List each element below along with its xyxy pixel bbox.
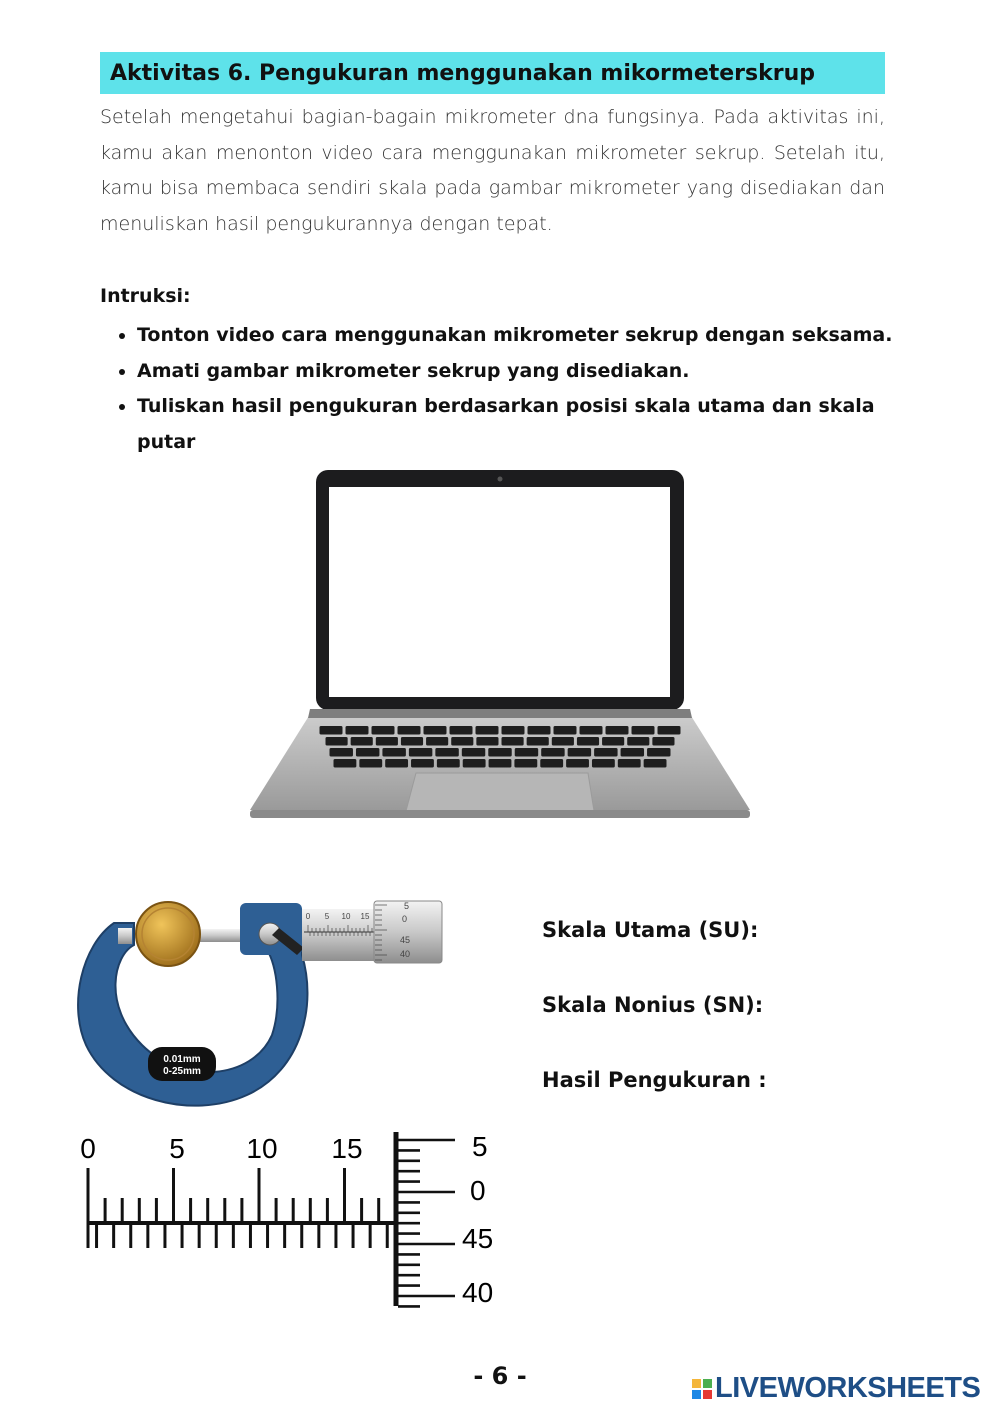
keyboard-key — [658, 726, 681, 735]
skala-utama-label: Skala Utama (SU): — [542, 918, 759, 942]
instruction-item: • Tuliskan hasil pengukuran berdasarkan posisi skala utama dan skala putar — [137, 389, 937, 460]
keyboard-key — [652, 737, 674, 746]
keyboard-key — [568, 748, 591, 757]
activity-title-bar — [100, 52, 885, 94]
liveworksheets-logo[interactable] — [692, 1372, 980, 1405]
intro-paragraph: Setelah mengetahui bagian-bagain mikrometer dna fungsinya. Pada aktivitas ini, kamu akan menonton video cara menggunakan mikrometer sekrup. Setelah itu, kamu bisa membaca sendiri skala pada gambar mikrometer yang disediakan dan menuliskan hasil pengukurannya dengan tepat. — [100, 106, 885, 235]
keyboard-key — [647, 748, 670, 757]
keyboard-key — [346, 726, 369, 735]
keyboard-key — [326, 737, 348, 746]
laptop-hinge — [308, 709, 692, 718]
keyboard-key — [580, 726, 603, 735]
thimble-scale-label: 0 — [470, 1175, 486, 1206]
keyboard-key — [618, 759, 641, 768]
keyboard-key — [435, 748, 458, 757]
main-scale-label: 15 — [331, 1133, 363, 1164]
keyboard-key — [606, 726, 629, 735]
keyboard-key — [426, 737, 448, 746]
keyboard-key — [592, 759, 615, 768]
keyboard-key — [594, 748, 617, 757]
keyboard-key — [372, 726, 395, 735]
thimble-scale-label: 45 — [462, 1223, 494, 1254]
keyboard-key — [462, 748, 485, 757]
keyboard-key — [489, 759, 512, 768]
scale-diagram — [70, 1120, 510, 1310]
hasil-pengukuran-label: Hasil Pengukuran : — [542, 1068, 767, 1092]
keyboard-key — [437, 759, 460, 768]
thimble-scale-label: 5 — [472, 1131, 488, 1162]
video-screen[interactable] — [329, 487, 670, 697]
main-scale-label: 0 — [80, 1133, 96, 1164]
spindle — [200, 929, 244, 942]
sleeve-number: 10 — [341, 912, 351, 921]
thimble-scale-ticks — [398, 1140, 455, 1306]
keyboard-key — [502, 737, 524, 746]
keyboard-key — [602, 737, 624, 746]
keyboard-key — [621, 748, 644, 757]
skala-nonius-label: Skala Nonius (SN): — [542, 993, 764, 1017]
keyboard-key — [376, 737, 398, 746]
keyboard-key — [451, 737, 473, 746]
coin — [136, 902, 200, 966]
keyboard-key — [554, 726, 577, 735]
brand-name: LIVEWORKSHEETS — [715, 1372, 981, 1404]
laptop-base-edge — [250, 810, 750, 818]
thimble-number: 5 — [404, 901, 410, 911]
keyboard-key — [476, 726, 499, 735]
page-number: - 6 - — [473, 1362, 527, 1390]
activity-title: Aktivitas 6. Pengukuran menggunakan mikormeterskrup — [110, 60, 816, 86]
keyboard-key — [359, 759, 382, 768]
keyboard-key — [644, 759, 667, 768]
keyboard-key — [528, 726, 551, 735]
keyboard-key — [627, 737, 649, 746]
sleeve-number: 15 — [360, 912, 370, 921]
sleeve-number: 5 — [324, 912, 330, 921]
keyboard-key — [424, 726, 447, 735]
keyboard-key — [351, 737, 373, 746]
keyboard-key — [541, 748, 564, 757]
laptop-video-player[interactable] — [248, 468, 752, 828]
keyboard-key — [514, 759, 537, 768]
trackpad — [406, 773, 594, 811]
main-scale-label: 5 — [169, 1133, 185, 1164]
keyboard-key — [385, 759, 408, 768]
thimble-number: 0 — [402, 914, 408, 924]
liveworksheets-icon — [692, 1379, 712, 1399]
keyboard-key — [515, 748, 538, 757]
keyboard-key — [577, 737, 599, 746]
thimble-number: 45 — [400, 935, 411, 945]
instructions-heading: Intruksi: — [100, 285, 191, 307]
keyboard-key — [552, 737, 574, 746]
resolution-label: 0.01mm — [163, 1054, 201, 1065]
range-label: 0-25mm — [163, 1066, 201, 1077]
micrometer-photo — [72, 895, 452, 1120]
sleeve-number: 0 — [305, 912, 311, 921]
keyboard-key — [330, 748, 353, 757]
main-scale-label: 10 — [246, 1133, 278, 1164]
keyboard-key — [382, 748, 405, 757]
keyboard-key — [540, 759, 563, 768]
keyboard-key — [476, 737, 498, 746]
instruction-item: • Tonton video cara menggunakan mikrometer sekrup dengan seksama. — [137, 318, 937, 354]
keyboard-key — [356, 748, 379, 757]
instruction-item: • Amati gambar mikrometer sekrup yang disediakan. — [137, 354, 937, 390]
thimble-number: 40 — [400, 949, 411, 959]
keyboard-key — [409, 748, 432, 757]
main-scale-ticks — [88, 1168, 396, 1248]
keyboard-key — [527, 737, 549, 746]
instructions-list — [100, 318, 937, 460]
keyboard-key — [320, 726, 343, 735]
keyboard-key — [463, 759, 486, 768]
keyboard-key — [502, 726, 525, 735]
keyboard-key — [632, 726, 655, 735]
keyboard-key — [398, 726, 421, 735]
webcam-icon — [498, 477, 503, 482]
keyboard-key — [401, 737, 423, 746]
anvil — [118, 928, 132, 944]
keyboard-key — [411, 759, 434, 768]
keyboard-key — [334, 759, 357, 768]
keyboard-key — [488, 748, 511, 757]
keyboard-key — [566, 759, 589, 768]
keyboard-key — [450, 726, 473, 735]
thimble-scale-label: 40 — [462, 1277, 494, 1308]
